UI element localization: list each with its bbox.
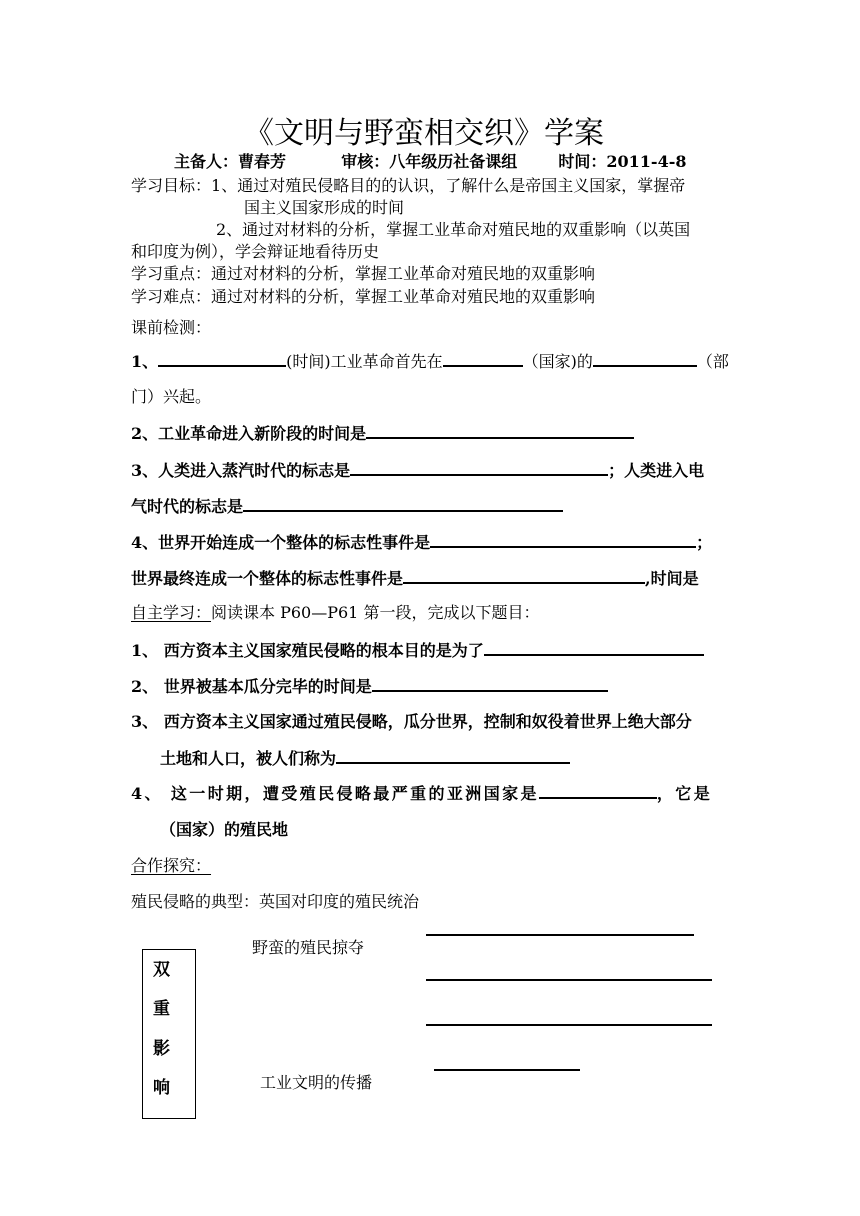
pretest-q3-line2 (131, 496, 563, 517)
pretest-q4-text-c: 世界最终连成一个整体的标志性事件是 (131, 569, 404, 588)
pretest-q4-text-a: 4、世界开始连成一个整体的标志性事件是 (131, 533, 431, 552)
pretest-q1-number: 1、 (131, 352, 159, 371)
objective-2-b: 和印度为例），学会辩证地看待历史 (131, 242, 380, 261)
blank-ss-q2[interactable] (372, 676, 608, 692)
dual-impact-box (142, 949, 196, 1119)
selfstudy-q4-text-c: （国家）的殖民地 (160, 820, 289, 839)
pretest-q4-text-b: ； (696, 533, 713, 552)
coop-topic: 殖民侵略的典型：英国对印度的殖民统治 (131, 892, 420, 911)
blank-ss-q4[interactable] (539, 783, 657, 799)
selfstudy-q4-text-b: ，它是 (656, 784, 713, 803)
selfstudy-q3-a: 3、 西方资本主义国家通过殖民侵略，瓜分世界，控制和奴役着世界上绝大部分 (131, 712, 692, 731)
objective-1-a: 1、通过对殖民侵略目的的认识，了解什么是帝国主义国家，掌握帝 (211, 176, 686, 195)
blank-q1-sector[interactable] (593, 351, 697, 367)
reviewer-label: 审核： (341, 152, 390, 171)
selfstudy-heading: 自主学习： (131, 603, 212, 622)
dual-impact-char-1: 双 (153, 960, 170, 980)
blank-barbaric-3[interactable] (426, 1024, 712, 1026)
pretest-q1 (131, 351, 729, 372)
selfstudy-q3-line2 (160, 748, 570, 769)
page-title: 《文明与野蛮相交织》学案 (244, 116, 604, 151)
selfstudy-q2 (131, 676, 608, 697)
label-barbaric-plunder: 野蛮的殖民掠夺 (252, 938, 365, 957)
label-industrial-civilization: 工业文明的传播 (260, 1073, 373, 1092)
pretest-q3-text-a: 3、人类进入蒸汽时代的标志是 (131, 461, 351, 480)
blank-q4-end[interactable] (403, 568, 645, 584)
pretest-q4-line2 (131, 568, 699, 589)
meta-line (174, 152, 686, 172)
learning-focus: 学习重点：通过对材料的分析，掌握工业革命对殖民地的双重影响 (131, 264, 596, 283)
selfstudy-q2-text: 2、 世界被基本瓜分完毕的时间是 (131, 677, 372, 696)
blank-q2[interactable] (366, 423, 634, 439)
pretest-q1-text-c: （部 (696, 352, 729, 371)
blank-q4-start[interactable] (430, 532, 696, 548)
date-label: 时间： (558, 152, 607, 171)
pretest-q4-text-d: ,时间是 (645, 569, 699, 588)
pretest-q2 (131, 423, 634, 444)
blank-barbaric-1[interactable] (426, 934, 694, 936)
pretest-q1-text-a: (时间)工业革命首先在 (286, 352, 443, 371)
selfstudy-q4 (131, 783, 712, 804)
selfstudy-q4-text-a: 4、 这一时期，遭受殖民侵略最严重的亚洲国家是 (131, 784, 539, 803)
pretest-q4 (131, 532, 712, 553)
pretest-q1-text-b: （国家)的 (522, 352, 593, 371)
blank-q3-steam[interactable] (350, 460, 608, 476)
pretest-heading: 课前检测： (131, 318, 212, 337)
preparer-label: 主备人： (174, 152, 239, 171)
blank-q3-electric[interactable] (243, 496, 563, 512)
selfstudy-line (131, 603, 539, 623)
pretest-q3-text-c: 气时代的标志是 (131, 497, 244, 516)
pretest-q3 (131, 460, 704, 481)
blank-barbaric-2[interactable] (426, 979, 712, 981)
blank-ss-q3[interactable] (336, 748, 570, 764)
dual-impact-char-4: 响 (153, 1078, 170, 1098)
objective-2-a: 2、通过对材料的分析，掌握工业革命对殖民地的双重影响（以英国 (216, 220, 691, 239)
pretest-q3-text-b: ；人类进入电 (608, 461, 705, 480)
learning-difficulty: 学习难点：通过对材料的分析，掌握工业革命对殖民地的双重影响 (131, 287, 596, 306)
dual-impact-char-3: 影 (153, 1039, 170, 1059)
reviewer-name: 八年级历社备课组 (389, 152, 518, 171)
selfstudy-q3-text-b: 土地和人口，被人们称为 (160, 749, 337, 768)
dual-impact-char-2: 重 (153, 999, 170, 1019)
objectives-label: 学习目标： (131, 176, 212, 195)
blank-q1-country[interactable] (443, 351, 523, 367)
objective-1-b: 国主义国家形成的时间 (244, 198, 405, 217)
selfstudy-intro: 阅读课本 P60—P61 第一段，完成以下题目： (211, 603, 540, 622)
blank-q1-time[interactable] (158, 351, 286, 367)
blank-ss-q1[interactable] (484, 640, 704, 656)
preparer-name: 曹春芳 (238, 152, 287, 171)
pretest-q1-text-d: 门）兴起。 (131, 387, 212, 406)
selfstudy-q1-text: 1、 西方资本主义国家殖民侵略的根本目的是为了 (131, 641, 484, 660)
coop-heading: 合作探究： (131, 856, 212, 875)
objectives-line1 (131, 176, 685, 196)
selfstudy-q1 (131, 640, 704, 661)
date-value: 2011-4-8 (606, 152, 687, 171)
pretest-q2-text: 2、工业革命进入新阶段的时间是 (131, 424, 367, 443)
blank-civilization-1[interactable] (434, 1069, 580, 1071)
